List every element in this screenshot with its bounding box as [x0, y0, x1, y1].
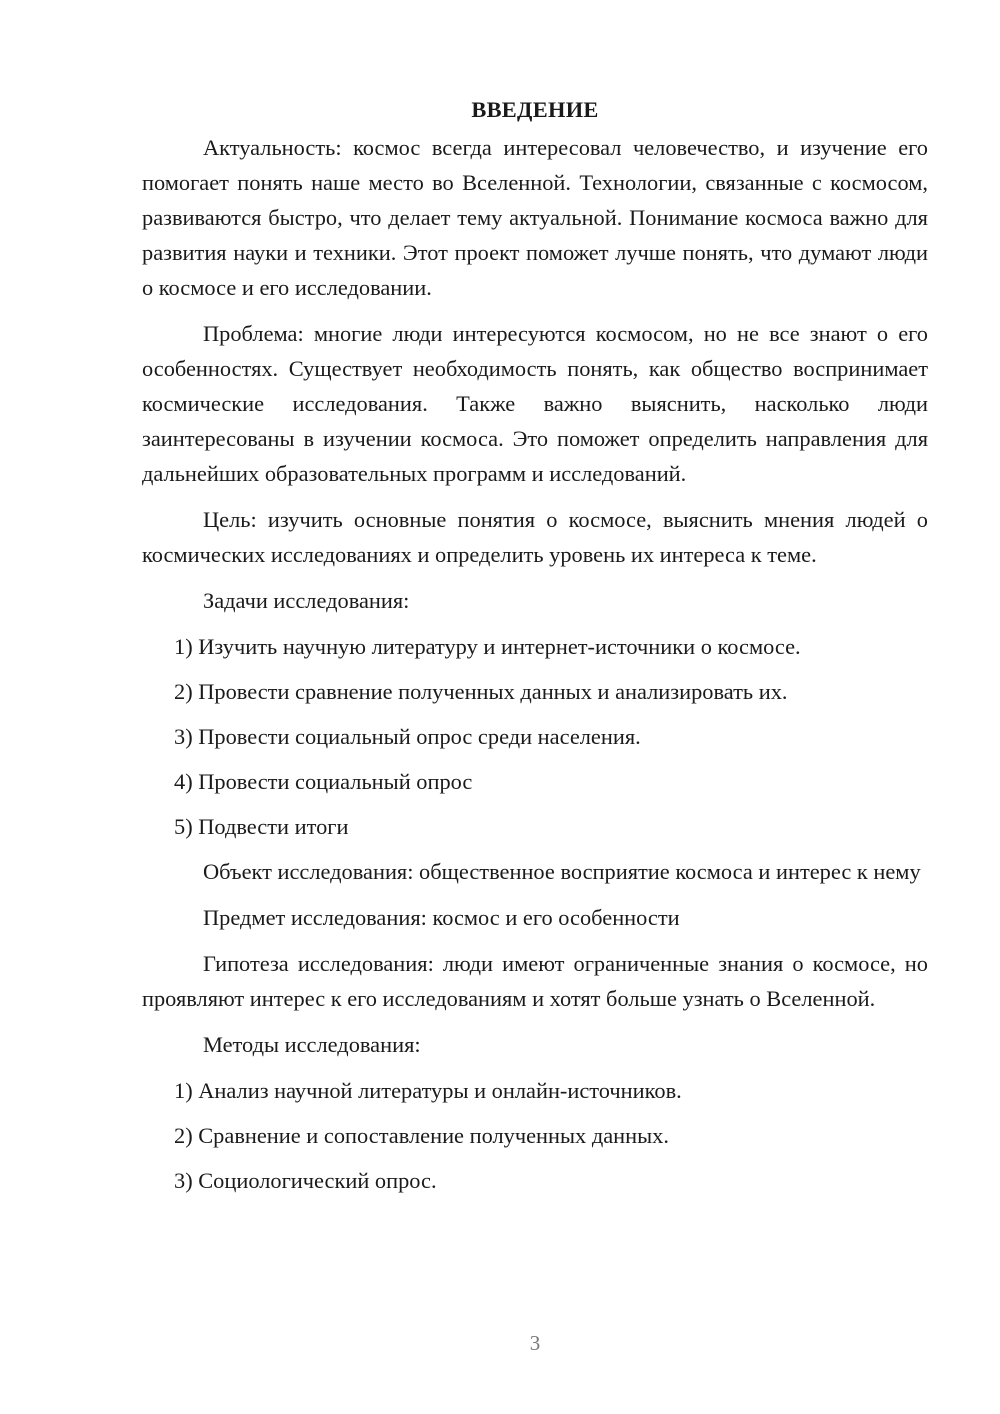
list-item: 3) Провести социальный опрос среди населения.	[174, 724, 641, 749]
goal-paragraph: Цель: изучить основные понятия о космосе, выяснить мнения людей о космических исследованиях и определить уровень их интереса к теме.	[142, 507, 928, 567]
hypothesis-paragraph: Гипотеза исследования: люди имеют ограниченные знания о космосе, но проявляют интерес к его исследованиям и хотят больше узнать о Вселенной.	[142, 951, 928, 1011]
list-item: 1) Анализ научной литературы и онлайн-источников.	[174, 1078, 682, 1103]
relevance-paragraph: Актуальность: космос всегда интересовал человечество, и изучение его помогает понять наше место во Вселенной. Технологии, связанные с космосом, развиваются быстро, что делает тему актуальной. Понимание космоса важно для развития науки и техники. Этот проект поможет лучше понять, что думают люди о космосе и его исследовании.	[142, 135, 928, 300]
document-page	[142, 92, 928, 1208]
methods-heading: Методы исследования:	[203, 1032, 421, 1057]
list-item: 2) Провести сравнение полученных данных и анализировать их.	[174, 679, 788, 704]
list-item: 2) Сравнение и сопоставление полученных данных.	[174, 1123, 669, 1148]
list-item: 3) Социологический опрос.	[174, 1168, 437, 1193]
tasks-heading: Задачи исследования:	[203, 588, 410, 613]
methods-list	[142, 1073, 928, 1198]
subject-paragraph: Предмет исследования: космос и его особенности	[203, 905, 680, 930]
list-item: 4) Провести социальный опрос	[174, 769, 473, 794]
object-paragraph: Объект исследования: общественное восприятие космоса и интерес к нему	[203, 859, 921, 884]
page-title: ВВЕДЕНИЕ	[471, 97, 599, 122]
list-item: 1) Изучить научную литературу и интернет-источники о космосе.	[174, 634, 801, 659]
tasks-list	[142, 629, 928, 844]
page-number: 3	[529, 1331, 541, 1355]
list-item: 5) Подвести итоги	[174, 814, 349, 839]
problem-paragraph: Проблема: многие люди интересуются космосом, но не все знают о его особенностях. Существует необходимость понять, как общество воспринимает космические исследования. Также важно выяснить, насколько люди заинтересованы в изучении космоса. Это поможет определить направления для дальнейших образовательных программ и исследований.	[142, 321, 928, 486]
